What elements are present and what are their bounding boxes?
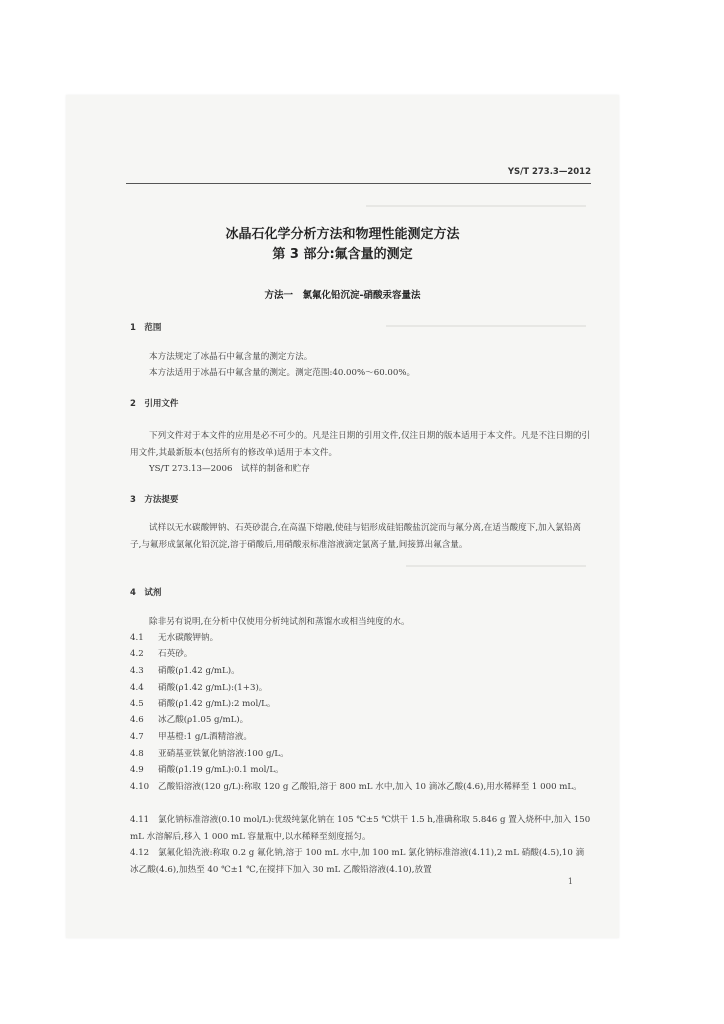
section-heading: 3 方法提要 [130, 495, 179, 505]
reagent-text: 亚硝基亚铁氰化钠溶液:100 g/L。 [158, 749, 289, 759]
section-heading: 2 引用文件 [130, 399, 179, 409]
section-heading: 4 试剂 [130, 588, 162, 598]
reagent-item [130, 729, 591, 746]
reagent-number: 4.11 [130, 815, 150, 825]
reagent-item [130, 779, 591, 796]
reagent-item [130, 680, 591, 697]
paragraph: YS/T 273.13—2006 试样的制备和贮存 [149, 464, 310, 474]
method-title: 方法一 氯氟化铅沉淀-硝酸汞容量法 [264, 290, 421, 301]
header-rule [126, 183, 591, 184]
paragraph: 除非另有说明,在分析中仅使用分析纯试剂和蒸馏水或相当纯度的水。 [149, 617, 410, 627]
reagent-number: 4.5 [130, 699, 144, 709]
paragraph: 下列文件对于本文件的应用是必不可少的。凡是注日期的引用文件,仅注日期的版本适用于本文件。凡是不注日期的引用文件,其最新版本(包括所有的修改单)适用于本文件。 [130, 431, 591, 458]
reagent-number: 4.3 [130, 666, 144, 676]
document-subtitle: 第 3 部分:氟含量的测定 [272, 247, 413, 262]
page-number: 1 [567, 877, 573, 886]
reagent-number: 4.2 [130, 649, 144, 659]
reagent-text: 无水碳酸钾钠。 [158, 633, 219, 643]
reagent-number: 4.12 [130, 848, 150, 858]
paragraph: 试样以无水碳酸钾钠、石英砂混合,在高温下熔融,使硅与铝形成硅铝酸盐沉淀而与氟分离,在适当酸度下,加入氯铅离子,与氟形成氯氟化铅沉淀,溶于硝酸后,用硝酸汞标准溶液滴定氯离子量,间接算出氟含量。 [130, 523, 582, 550]
scanned-page [66, 95, 619, 938]
reagent-number: 4.9 [130, 765, 144, 775]
reagent-item [130, 630, 591, 647]
reagent-text: 硝酸(ρ1.42 g/mL)。 [158, 666, 240, 676]
reagent-number: 4.1 [130, 633, 144, 643]
reagent-number: 4.10 [130, 782, 150, 792]
reagent-text: 硝酸(ρ1.42 g/mL):2 mol/L。 [158, 699, 276, 709]
reagent-text: 硝酸(ρ1.19 g/mL):0.1 mol/L。 [158, 765, 284, 775]
reagent-item [130, 762, 591, 779]
bleed-through-line [366, 205, 586, 207]
bleed-through-line [406, 565, 586, 567]
reagent-item [130, 663, 591, 680]
paragraph: 本方法规定了冰晶石中氟含量的测定方法。 [149, 352, 313, 362]
reagent-text: 甲基橙:1 g/L酒精溶液。 [158, 732, 252, 742]
reagent-text: 硝酸(ρ1.42 g/mL):(1+3)。 [158, 683, 268, 693]
section-heading: 1 范围 [130, 323, 162, 333]
reagent-number: 4.4 [130, 683, 144, 693]
reagent-item [130, 812, 591, 845]
reagent-item [130, 646, 591, 663]
reagent-text: 乙酸铅溶液(120 g/L):称取 120 g 乙酸铅,溶于 800 mL 水中,加入 10 滴冰乙酸(4.6),用水稀释至 1 000 mL。 [158, 782, 582, 792]
bleed-through-line [386, 325, 586, 327]
document-title: 冰晶石化学分析方法和物理性能测定方法 [225, 227, 460, 242]
reagent-number: 4.8 [130, 749, 144, 759]
reagent-text: 石英砂。 [158, 649, 193, 659]
reagent-item [130, 746, 591, 763]
reagent-number: 4.6 [130, 715, 144, 725]
reagent-text: 冰乙酸(ρ1.05 g/mL)。 [158, 715, 249, 725]
reagent-number: 4.7 [130, 732, 144, 742]
reagent-item [130, 696, 591, 713]
reagent-text: 氯氟化铅洗液:称取 0.2 g 氟化钠,溶于 100 mL 水中,加 100 mL 氯化钠标准溶液(4.11),2 mL 硝酸(4.5),10 滴冰乙酸(4.6),加热至 40 ℃±1 ℃,在搅拌下加入 30 mL 乙酸铅溶液(4.10),放置 [130, 848, 585, 875]
reagent-item [130, 845, 591, 878]
paragraph: 本方法适用于冰晶石中氟含量的测定。测定范围:40.00%～60.00%。 [149, 368, 416, 378]
document-code: YS/T 273.3—2012 [507, 167, 591, 177]
reagent-item [130, 712, 591, 729]
reagent-text: 氯化钠标准溶液(0.10 mol/L):优级纯氯化钠在 105 ℃±5 ℃烘干 1.5 h,准确称取 5.846 g 置入烧杯中,加入 150 mL 水溶解后,移入 1 000 mL 容量瓶中,以水稀释至刻度摇匀。 [130, 815, 591, 842]
